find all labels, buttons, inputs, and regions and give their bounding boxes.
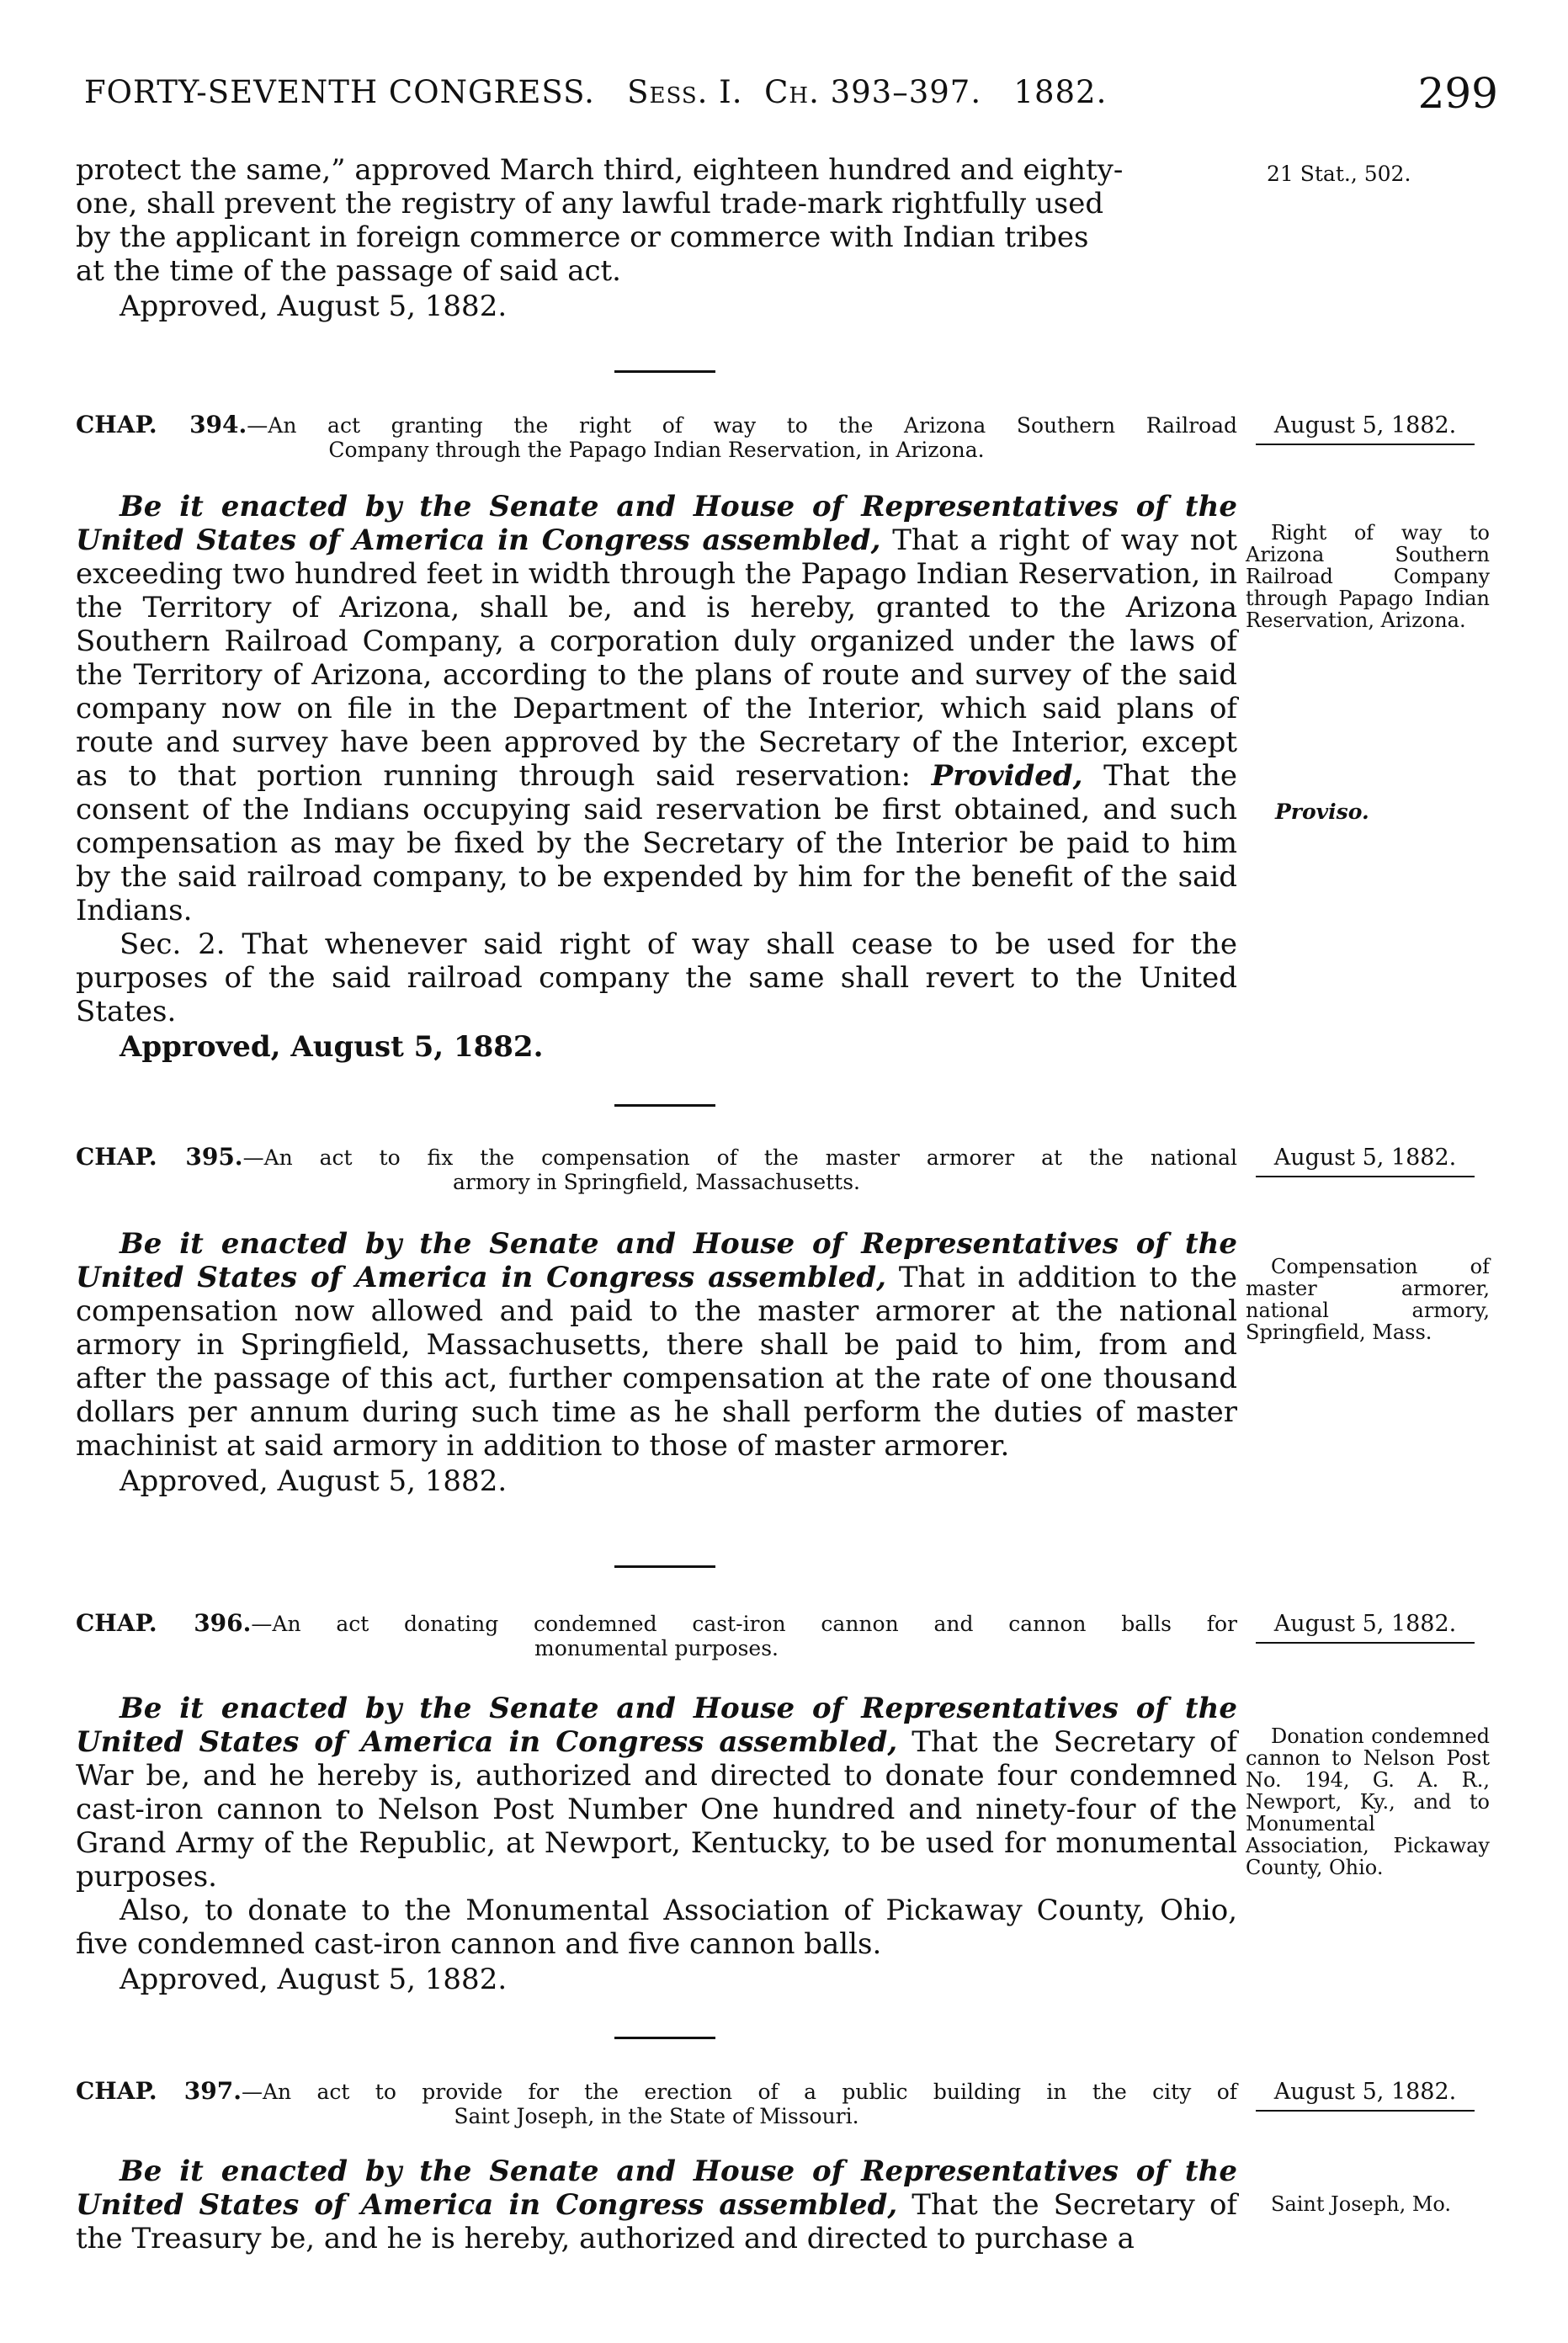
side-citation: 21 Stat., 502. [1267,162,1411,186]
margin-note: Donation condemned cannon to Nelson Post No. 194, G. A. R., Newport, Ky., and to Monumental Association, Pickaway County, Ohio. [1246,1724,1490,1879]
chapter-396-body [76,1692,1237,1996]
margin-note: Compensation of master armorer, national armory, Springfield, Mass. [1246,1255,1490,1344]
chapter-title-cont: monumental purposes. [534,1636,779,1660]
margin-note: Right of way to Arizona Southern Railroad Company through Papago Indian Reservation, Arizona. [1246,521,1490,632]
chapter-number: CHAP. 396. [76,1609,252,1637]
proviso-text: That the consent of the Indians occupying said reservation be first obtained, and such compensation as may be fixed by the Secretary of the Interior be paid to him by the said railroad company, to be expended by him for the benefit of the said Indians. [76,759,1238,927]
chapter-body: That the Secretary of War be, and he hereby is, authorized and directed to donate four condemned cast-iron cannon to Nelson Post Number One hundred and ninety-four of the Grand Army of the Republic, at Newport, Kentucky, to be used for monumental purposes. [76,1725,1237,1894]
section-2: Sec. 2. That whenever said right of way shall cease to be used for the purposes of the said railroad company the same shall revert to the United States. [76,927,1237,1028]
enacting-paragraph [76,1227,1237,1463]
separator-rule [614,1565,715,1568]
enacting-clause: Be it enacted by the Senate and House of Representatives of the United States of America in Congress assembled, [76,490,1237,557]
enacting-paragraph [76,2154,1237,2255]
chapter-date: August 5, 1882. [1256,1145,1475,1177]
chapter-number: CHAP. 394. [76,411,247,438]
separator-rule [614,370,715,373]
chapter-394-heading [76,412,1237,462]
approved-line: Approved, August 5, 1882. [120,1030,544,1064]
chapter-body: That a right of way not exceeding two hundred feet in width through the Papago Indian Reservation, in the Territory of Arizona, shall be, and is hereby, granted to the Arizona Southern Railroad Company, a corporation duly organized under the laws of the Territory of Arizona, according to the plans of route and survey of the said company now on file in the Department of the Interior, which said plans of route and survey have been approved by the Secretary of the Interior, except as to that portion running through said reservation: [76,523,1237,793]
proviso-word: Provided, [931,759,1083,793]
chapter-397-heading [76,2079,1237,2128]
chapter-body: That the Secretary of the Treasury be, and he is hereby, authorized and directed to purchase a [76,2188,1237,2255]
header-congress: FORTY-SEVENTH CONGRESS. [84,74,595,110]
chapter-body: That in addition to the compensation now allowed and paid to the master armorer at the national armory in Springfield, Massachusetts, there shall be paid to him, from and after the passage of this act, further compensation at the rate of one thousand dollars per annum during such time as he shall perform the duties of master machinist at said armory in addition to those of master armorer. [76,1261,1237,1463]
running-header [84,69,1498,125]
separator-rule [614,2037,715,2039]
page-number: 299 [1417,69,1498,118]
chapter-396-heading [76,1611,1237,1660]
header-title [84,74,1107,110]
header-chapters: Ch. 393–397. [764,74,982,110]
chapter-number: CHAP. 395. [76,1143,243,1171]
continuation-line: by the applicant in foreign commerce or commerce with Indian tribes [76,220,1089,254]
chapter-395-heading [76,1145,1237,1194]
chapter-397-body [76,2154,1237,2255]
chapter-date: August 5, 1882. [1256,412,1475,445]
continuation-line: one, shall prevent the registry of any lawful trade-mark rightfully used [76,187,1104,220]
enacting-clause: Be it enacted by the Senate and House of Representatives of the United States of America in Congress assembled, [76,2154,1237,2222]
chapter-title: —An act granting the right of way to the Arizona Southern Railroad [247,413,1237,438]
also-paragraph: Also, to donate to the Monumental Association of Pickaway County, Ohio, five condemned cast-iron cannon and five cannon balls. [76,1894,1237,1961]
header-session: Sess. I. [627,74,743,110]
chapter-title-cont: armory in Springfield, Massachusetts. [453,1170,860,1194]
margin-note: Saint Joseph, Mo. [1271,2192,1452,2216]
chapter-title-cont: Saint Joseph, in the State of Missouri. [454,2104,859,2128]
continuation-line: protect the same,” approved March third, eighteen hundred and eighty- [76,153,1124,187]
enacting-paragraph [76,490,1237,927]
approved-line: Approved, August 5, 1882. [120,290,508,323]
chapter-394-body [76,490,1237,1064]
header-year: 1882. [1013,74,1108,110]
proviso-note: Proviso. [1275,800,1369,824]
chapter-number: CHAP. 397. [76,2077,242,2105]
separator-rule [614,1104,715,1107]
continuation-text [76,153,1237,323]
approved-line: Approved, August 5, 1882. [120,1464,508,1498]
approved-line: Approved, August 5, 1882. [120,1963,508,1996]
continuation-line: at the time of the passage of said act. [76,254,621,288]
enacting-paragraph [76,1692,1237,1894]
chapter-title-cont: Company through the Papago Indian Reservation, in Arizona. [328,438,985,462]
chapter-title: —An act to fix the compensation of the master armorer at the national [242,1145,1237,1170]
chapter-date: August 5, 1882. [1256,1611,1475,1644]
enacting-clause: Be it enacted by the Senate and House of Representatives of the United States of America in Congress assembled, [76,1692,1237,1759]
chapter-title: —An act to provide for the erection of a public building in the city of [241,2080,1237,2104]
chapter-395-body [76,1227,1237,1498]
chapter-date: August 5, 1882. [1256,2079,1475,2112]
enacting-clause: Be it enacted by the Senate and House of Representatives of the United States of America in Congress assembled, [76,1227,1237,1294]
chapter-title: —An act donating condemned cast-iron cannon and cannon balls for [251,1612,1237,1636]
